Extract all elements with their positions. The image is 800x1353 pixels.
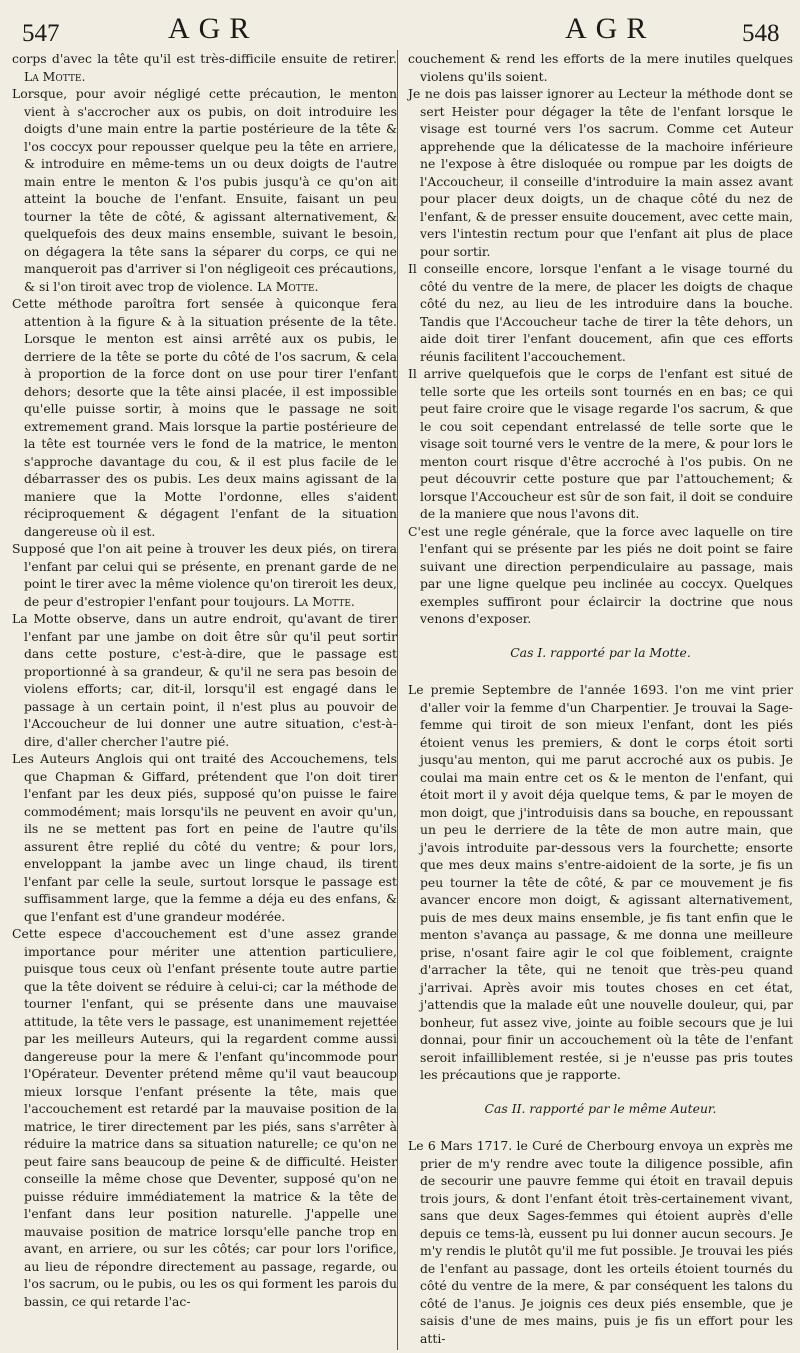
paragraph: Le premie Septembre de l'année 1693. l'on me vint prier d'aller voir la femme d'un Charpentier. Je trouvai la Sage-femme qui tiroit de son mieux l'enfant, dont les piés étoient venus les premiers, & dont le corps étoit sorti jusqu'au menton, qui me parut accroché aux os pubis. Je coulai ma main entre cet os & le menton de l'enfant, qui étoit mort il y avoit déja quelque tems, & par le moyen de mon doigt, que j'introduisis dans sa bouche, en repoussant un peu le derriere de la tête de mon autre main, que j'avois introduite par-dessous vers la fourchette; ensorte que mes deux mains s'entre-aidoient de la sorte, je fis un peu tourner la tête de côté, & par ce mouvement je fis avancer encore mon doigt, & agissant alternativement, puis de mes deux mains ensemble, je fis tant enfin que le menton s'avança au passage, & me donna une meilleure prise, n'osant faire agir le col que foiblement, craignte d'arracher la tête, qui ne tenoit que très-peu quand j'arrivai. Après avoir mis toutes choses en cet état, j'attendis que la malade eût une nouvelle douleur, qui, par bonheur, fut assez vive, jointe au foible secours que je lui donnai, pour finir un accouchement où la tête de l'enfant seroit infailliblement restée, si je n'eusse pas pris toutes les précautions que je rapporte. <box>408 682 793 1082</box>
paragraph: couchement & rend les efforts de la mere inutiles quelques violens qu'ils soient. <box>408 51 793 84</box>
paragraph-text: corps d'avec la tête qu'il est très-difficile ensuite de retirer. <box>12 51 397 66</box>
paragraph <box>12 610 397 750</box>
right-page-number: 548 <box>742 20 780 47</box>
paragraph <box>12 85 397 295</box>
paragraph-text: Lorsque, pour avoir négligé cette précaution, le menton vient à s'accrocher aux os pubis, on doit introduire les doigts d'une main entre la partie postérieure de la tête & l'os coccyx pour repousser quelque peu la tête en arriere, & introduire en même-tems un ou deux doigts de l'autre main entre le menton & l'os pubis jusqu'à ce qu'on ait atteint la bouche de l'enfant. Ensuite, faisant un peu tourner la tête de côté, & agissant alternativement, & quelquefois des deux mains ensemble, suivant le besoin, on dégagera la tête sans la séparer du corps, ce qui ne manqueroit pas d'arriver si l'on négligeoit ces précautions, & si l'on tiroit avec trop de violence. <box>12 86 397 294</box>
paragraph: C'est une regle générale, que la force avec laquelle on tire l'enfant qui se présente par les piés ne doit point se faire suivant une direction perpendiculaire au passage, mais par une ligne quelque peu inclinée au coccyx. Quelques exemples suffiront pour éclaircir la doctrine que nous venons d'exposer. <box>408 523 793 626</box>
author-citation: La Motte. <box>293 593 355 609</box>
right-column <box>408 50 793 1347</box>
case-title: Cas I. rapporté par la Motte. <box>510 644 691 660</box>
paragraph <box>12 295 397 540</box>
paragraph: Il arrive quelquefois que le corps de l'enfant est situé de telle sorte que les orteils sont tournés en en bas; ce qui peut faire croire que le visage regarde l'os sacrum, & que le cou soit cependant entrelassé de telle sorte que le visage soit tourné vers le ventre de la mere, & pour lors le menton court risque d'être accroché à l'os pubis. On ne peut découvrir cette posture que par l'attouchement; & lorsque l'Accoucheur est sûr de son fait, il doit se conduire de la maniere que nous l'avons dit. <box>408 366 793 521</box>
paragraph: Je ne dois pas laisser ignorer au Lecteur la méthode dont se sert Heister pour dégager la tête de l'enfant lorsque le visage est tourné vers l'os sacrum. Comme cet Auteur apprehende que la délicatesse de la machoire inférieure ne l'expose à être disloquée ou rompue par les doigts de l'Accoucheur, il conseille d'introduire la main assez avant pour placer deux doigts, un de chaque côté du nez de l'enfant, & de presser ensuite doucement, avec cette main, vers l'intestin rectum pour que l'enfant ait plus de place pour sortir. <box>408 86 793 259</box>
paragraph <box>12 540 397 610</box>
left-column <box>12 50 397 1310</box>
paragraph-text: Supposé que l'on ait peine à trouver les deux piés, on tirera l'enfant par celui qui se présente, en prenant garde de ne point le tirer avec la même violence qu'on tireroit les deux, de peur d'estropier l'enfant pour toujours. <box>12 541 397 609</box>
paragraph: Il conseille encore, lorsque l'enfant a le visage tourné du côté du ventre de la mere, de placer les doigts de chaque côté du nez, au lieu de les introduire dans la bouche. Tandis que l'Accoucheur tache de tirer la tête dehors, un aide doit tirer l'enfant doucement, afin que ces efforts réunis facilitent l'accouchement. <box>408 261 793 364</box>
author-citation: La Motte. <box>24 68 86 84</box>
author-citation: La Motte. <box>257 278 319 294</box>
paragraph-text: Cette espece d'accouchement est d'une assez grande importance pour mériter une attention particuliere, puisque tous ceux où l'enfant présente toute autre partie que la tête doivent se réduire à celui-ci; car la méthode de tourner l'enfant, qui se présente dans une mauvaise attitude, la tête vers le passage, est unanimement rejettée par les meilleurs Auteurs, qui la regardent comme aussi dangereuse pour la mere & l'enfant qu'incommode pour l'Opérateur. Deventer prétend même qu'il vaut beaucoup mieux lorsque l'enfant présente la tête, mais que l'accouchement est retardé par la mauvaise position de la matrice, le tirer directement par les piés, sans s'arrêter à réduire la matrice dans sa situation naturelle; ce qu'on ne peut faire sans beaucoup de peine & de difficulté. Heister conseille la même chose que Deventer, supposé qu'on ne puisse réduire immédiatement la matrice & la tête de l'enfant dans leur position naturelle. J'appelle une mauvaise position de matrice lorsqu'elle panche trop en avant, en arriere, ou sur les côtés; car pour lors l'orifice, au lieu de répondre directement au passage, regarde, ou l'os sacrum, ou le pubis, ou les os qui forment les parois du bassin, ce qui retarde l'ac- <box>12 926 397 1309</box>
paragraph-text: La Motte observe, dans un autre endroit, qu'avant de tirer l'enfant par une jambe on doit être sûr qu'il peut sortir dans cette posture, c'est-à-dire, que le passage est proportionné à sa grandeur, & qu'il ne sera pas besoin de violens efforts; car, dit-il, lorsqu'il est engagé dans le passage à un certain point, il n'est plus au pouvoir de l'Accoucheur de lui donner une autre situation, c'est-à-dire, d'aller chercher l'autre pié. <box>12 611 397 749</box>
paragraph <box>12 925 397 1310</box>
paragraph <box>12 750 397 925</box>
column-divider <box>397 50 398 1350</box>
paragraph <box>12 50 397 85</box>
paragraph-text: Les Auteurs Anglois qui ont traité des Accouchemens, tels que Chapman & Giffard, prétendent que l'on doit tirer l'enfant par les deux piés, supposé qu'on puisse le faire commodément; mais lorsqu'ils ne peuvent en avoir qu'un, ils ne se mettent pas fort en peine de l'autre qu'ils assurent être replié du côté du ventre; & pour lors, enveloppant la jambe avec un linge chaud, ils tirent l'enfant par celle la seule, surtout lorsque le passage est suffisamment large, que la femme a déja eu des enfans, & que l'enfant est d'une grandeur modérée. <box>12 751 397 924</box>
right-running-title: AGR <box>565 12 656 45</box>
case-title: Cas II. rapporté par le même Auteur. <box>484 1100 717 1116</box>
left-page-number: 547 <box>22 20 60 47</box>
paragraph-text: Cette méthode paroîtra fort sensée à quiconque fera attention à la figure & à la situation présente de la tête. Lorsque le menton est ainsi arrêté aux os pubis, le derriere de la tête se porte du côté de l'os sacrum, & cela à proportion de la force dont on use pour tirer l'enfant dehors; desorte que la tête ainsi placée, il est impossible qu'elle puisse sortir, à moins que le passage ne soit extremement grand. Mais lorsque la partie postérieure de la tête est tournée vers le fond de la matrice, le menton s'approche davantage du cou, & il est plus facile de le débarrasser des os pubis. Les deux mains agissant de la maniere que la Motte l'ordonne, elles s'aident réciproquement & dégagent l'enfant de la situation dangereuse où il est. <box>12 296 397 539</box>
paragraph: Le 6 Mars 1717. le Curé de Cherbourg envoya un exprès me prier de m'y rendre avec toute la diligence possible, afin de secourir une pauvre femme qui étoit en travail depuis trois jours, & dont l'enfant étoit très-certainement vivant, sans que deux Sages-femmes qui étoient auprès d'elle depuis ce tems-là, eussent pu lui donner aucun secours. Je m'y rendis le plutôt qu'il me fut possible. Je trouvai les piés de l'enfant au passage, dont les orteils étoient tournés du côté du ventre de la mere, & par conséquent les talons du côté de l'anus. Je joignis ces deux piés ensemble, que je saisis d'une de mes mains, puis je fis un effort pour les atti- <box>408 1138 793 1346</box>
left-running-title: AGR <box>168 12 259 45</box>
